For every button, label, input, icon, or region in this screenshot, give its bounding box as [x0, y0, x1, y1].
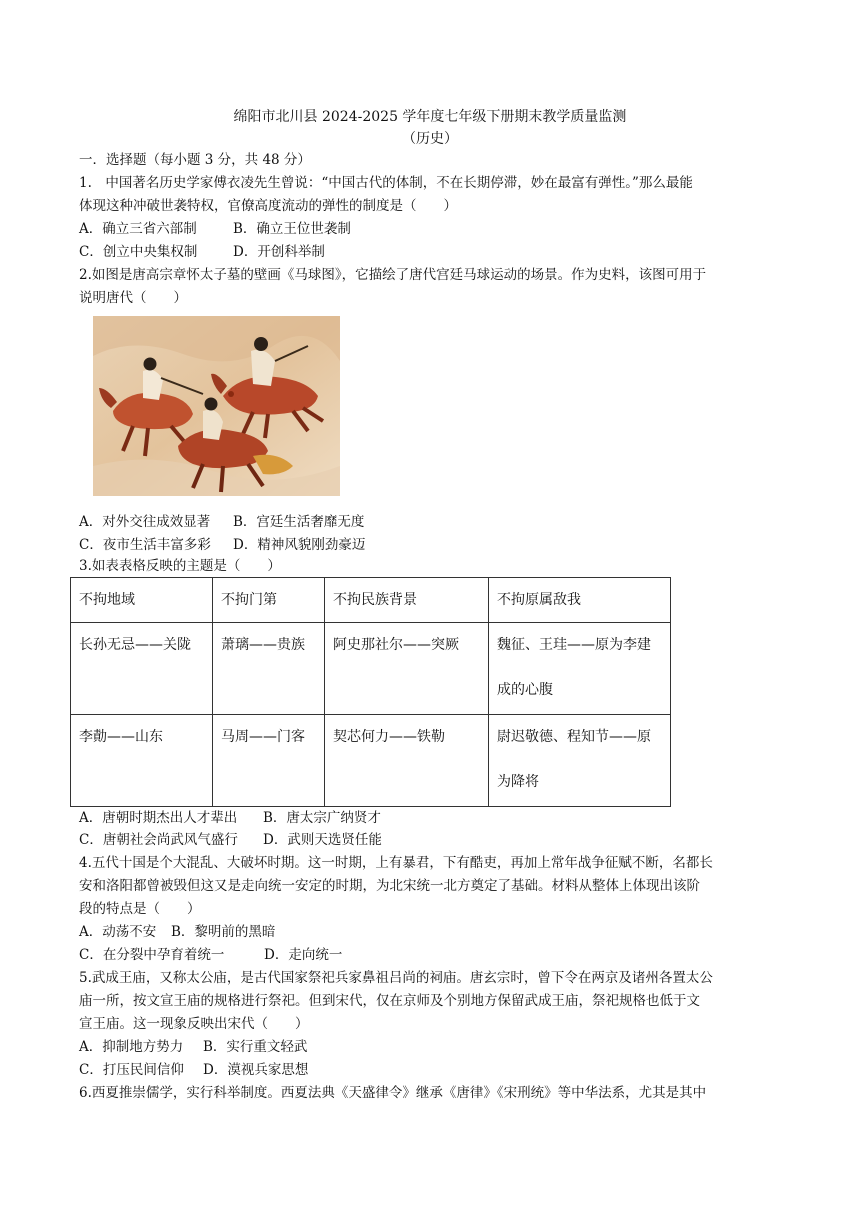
table-header-cell: 不拘地域: [71, 578, 213, 623]
q2-stem-line2: 说明唐代（ ）: [79, 290, 187, 306]
table-cell: 马周——门客: [213, 715, 325, 807]
q4-option-b: B．黎明前的黑暗: [171, 924, 276, 940]
q1-stem-line2: 体现这种冲破世袭特权，官僚高度流动的弹性的制度是（ ）: [79, 198, 457, 214]
q2-option-c: C．夜市生活丰富多彩: [79, 537, 211, 553]
q4-option-d: D．走向统一: [264, 947, 343, 963]
q5-option-a: A．抑制地方势力: [79, 1039, 184, 1055]
polo-mural-image: [93, 316, 340, 496]
q3-stem: 3.如表表格反映的主题是（ ）: [79, 558, 281, 574]
table-cell: 长孙无忌——关陇: [71, 623, 213, 715]
q2-option-a: A．对外交往成效显著: [79, 514, 211, 530]
q4-stem-line2: 安和洛阳都曾被毁但这又是走向统一安定的时期，为北宋统一北方奠定了基础。材料从整体上体现出该阶: [79, 878, 700, 894]
table-header-cell: 不拘原属敌我: [489, 578, 671, 623]
q6-stem-line1: 6.西夏推崇儒学，实行科举制度。西夏法典《天盛律令》继承《唐律》《宋刑统》等中华法系，尤其是其中: [79, 1085, 707, 1101]
q5-stem-line1: 5.武成王庙，又称太公庙，是古代国家祭祀兵家鼻祖吕尚的祠庙。唐玄宗时，曾下令在两京及诸州各置太公: [79, 970, 713, 986]
exam-title: 绵阳市北川县 2024-2025 学年度七年级下册期末教学质量监测: [233, 109, 627, 125]
q1-option-d: D．开创科举制: [233, 244, 325, 260]
q1-option-c: C．创立中央集权制: [79, 244, 198, 260]
section-heading: 一．选择题（每小题 3 分，共 48 分）: [79, 152, 311, 168]
q4-stem-line1: 4.五代十国是个大混乱、大破坏时期。这一时期，上有暴君，下有酷吏，再加上常年战争征赋不断，名都长: [79, 855, 713, 871]
table-cell: 魏征、王珪——原为李建成的心腹: [489, 623, 671, 715]
q5-option-b: B．实行重文轻武: [203, 1039, 308, 1055]
polo-ball: [228, 391, 234, 397]
table-cell: 尉迟敬德、程知节——原为降将: [489, 715, 671, 807]
q3-option-a: A．唐朝时期杰出人才辈出: [79, 810, 238, 826]
q3-option-b: B．唐太宗广纳贤才: [263, 810, 381, 826]
q5-option-c: C．打压民间信仰: [79, 1062, 184, 1078]
q3-option-d: D．武则天选贤任能: [263, 832, 382, 848]
q2-option-d: D．精神风貌刚劲豪迈: [233, 537, 366, 553]
q3-table: [70, 577, 671, 807]
exam-subject: （历史）: [402, 131, 458, 147]
table-row: [71, 623, 671, 715]
q3-option-c: C．唐朝社会尚武风气盛行: [79, 832, 238, 848]
q5-stem-line2: 庙一所，按文宣王庙的规格进行祭祀。但到宋代，仅在京师及个别地方保留武成王庙，祭祀规格也低于文: [79, 993, 700, 1009]
table-header-row: [71, 578, 671, 623]
q4-option-c: C．在分裂中孕育着统一: [79, 947, 225, 963]
q2-stem-line1: 2.如图是唐高宗章怀太子墓的壁画《马球图》，它描绘了唐代宫廷马球运动的场景。作为史料，该图可用于: [79, 267, 707, 283]
table-header-cell: 不拘门第: [213, 578, 325, 623]
table-cell: 萧璃——贵族: [213, 623, 325, 715]
q5-option-d: D．漠视兵家思想: [203, 1062, 309, 1078]
table-header-cell: 不拘民族背景: [325, 578, 489, 623]
table-cell: 李勣——山东: [71, 715, 213, 807]
q5-stem-line3: 宣王庙。这一现象反映出宋代（ ）: [79, 1016, 309, 1032]
q1-option-b: B．确立王位世袭制: [233, 221, 351, 237]
q2-option-b: B．宫廷生活奢靡无度: [233, 514, 365, 530]
table-row: [71, 715, 671, 807]
table-cell: 契芯何力——铁勒: [325, 715, 489, 807]
polo-mural-illustration: [93, 316, 340, 496]
q1-stem-line1: 1. 中国著名历史学家傅衣凌先生曾说：“中国古代的体制，不在长期停滞，妙在最富有弹性。”那么最能: [79, 175, 693, 191]
table-cell: 阿史那社尔——突厥: [325, 623, 489, 715]
q4-option-a: A．动荡不安: [79, 924, 157, 940]
q4-stem-line3: 段的特点是（ ）: [79, 901, 201, 917]
q1-option-a: A．确立三省六部制: [79, 221, 197, 237]
